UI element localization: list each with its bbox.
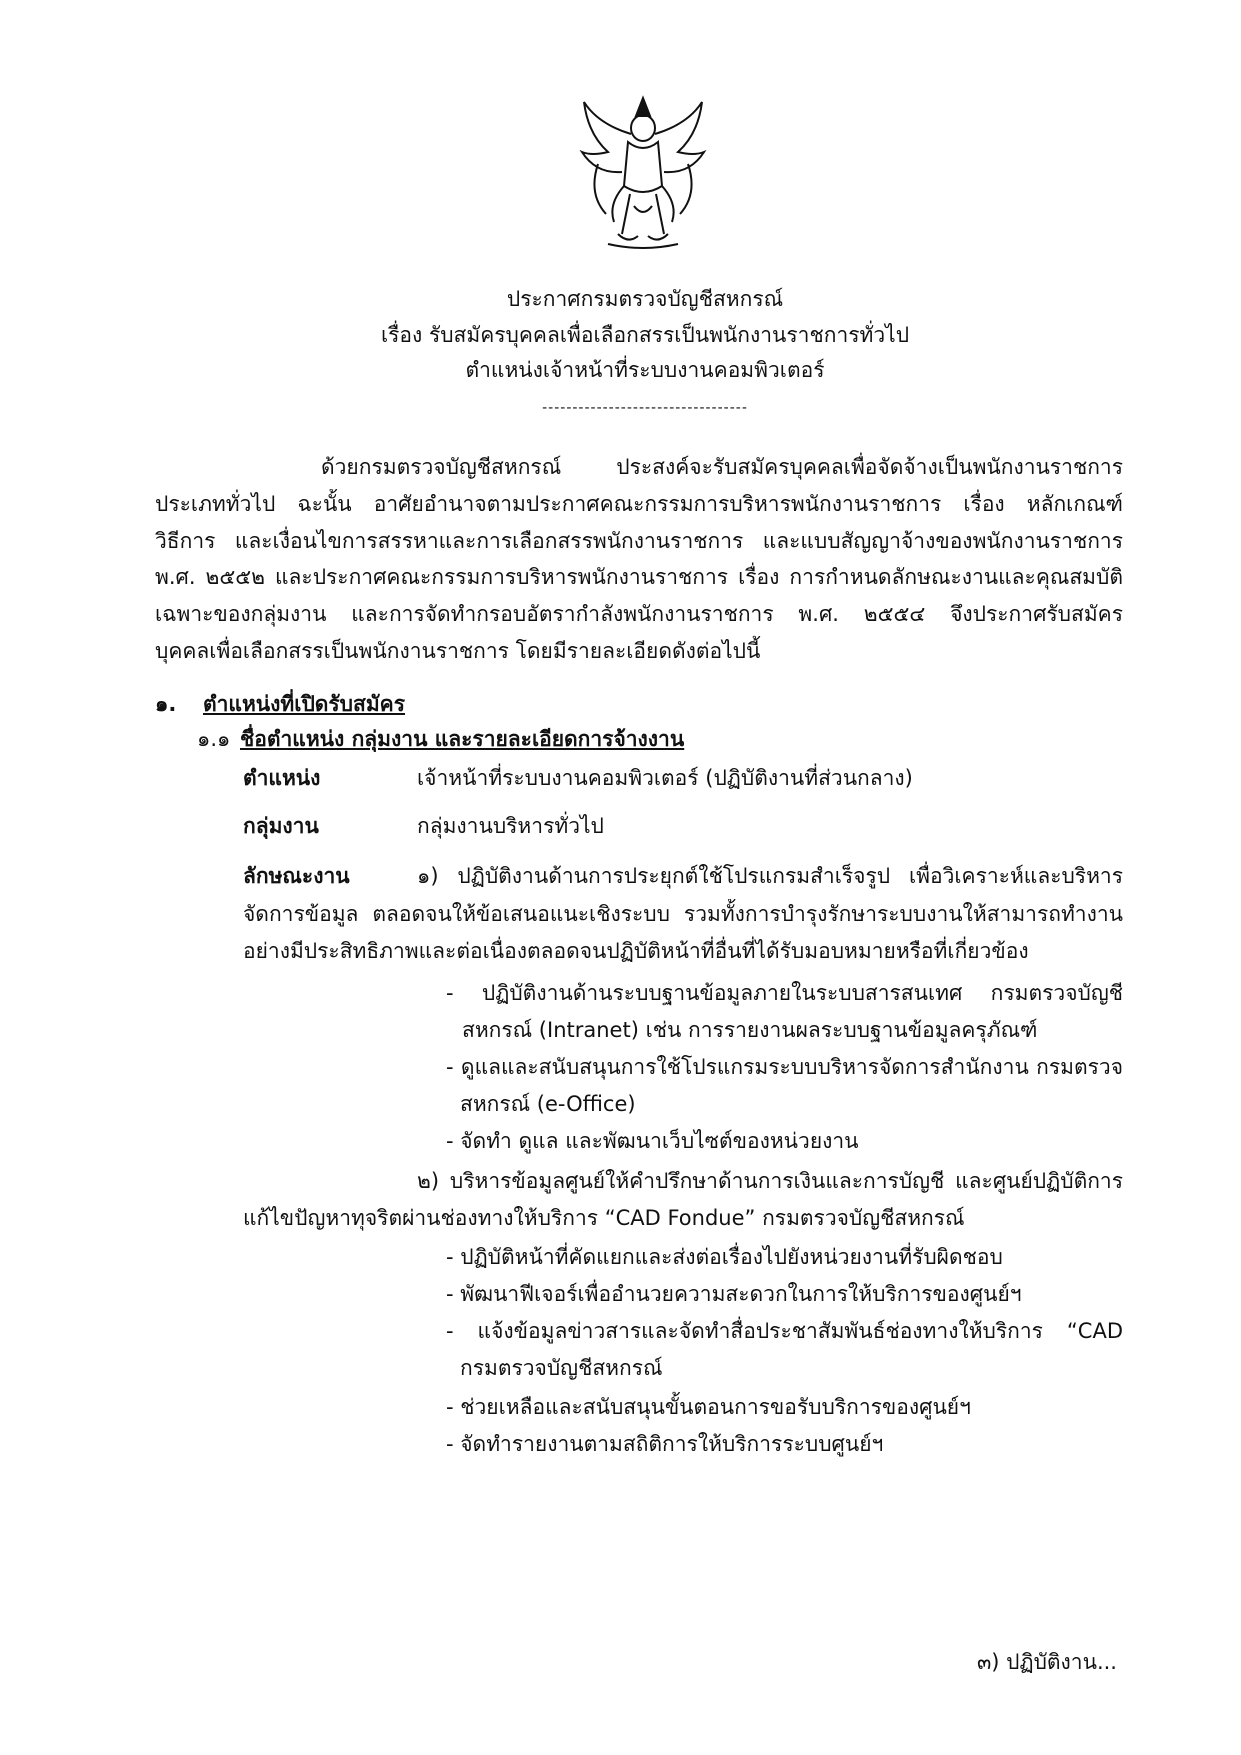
duty-bullet: - แจ้งข้อมูลข่าวสารและจัดทำสื่อประชาสัมพันธ์ช่องทางให้บริการ “CAD xyxy=(446,1319,1123,1343)
duty-line: แก้ไขปัญหาทุจริตผ่านช่องทางให้บริการ “CAD Fondue” กรมตรวจบัญชีสหกรณ์ xyxy=(243,1206,965,1230)
duty-line: จัดการข้อมูล ตลอดจนให้ข้อเสนอแนะเชิงระบบ รวมทั้งการบำรุงรักษาระบบงานให้สามารถทำงาน xyxy=(243,902,1123,926)
duty-bullet: - พัฒนาฟีเจอร์เพื่ออำนวยความสะดวกในการให้บริการของศูนย์ฯ xyxy=(446,1282,1022,1306)
duty-line: ๑) ปฏิบัติงานด้านการประยุกต์ใช้โปรแกรมสำเร็จรูป เพื่อวิเคราะห์และบริหาร xyxy=(417,864,1123,888)
duty-bullet: สหกรณ์ (e-Office) xyxy=(460,1092,636,1116)
section-number: ๑. xyxy=(155,692,177,716)
position-label: ตำแหน่ง xyxy=(243,766,321,790)
intro-line: เฉพาะของกลุ่มงาน และการจัดทำกรอบอัตรากำลังพนักงานราชการ พ.ศ. ๒๕๕๔ จึงประกาศรับสมัคร xyxy=(155,602,1123,626)
intro-line: พ.ศ. ๒๕๕๒ และประกาศคณะกรรมการบริหารพนักงานราชการ เรื่อง การกำหนดลักษณะงานและคุณสมบัติ xyxy=(155,565,1123,589)
announcement-agency: ประกาศกรมตรวจบัญชีสหกรณ์ xyxy=(506,287,784,311)
duty-bullet: กรมตรวจบัญชีสหกรณ์ xyxy=(460,1356,663,1380)
announcement-position: ตำแหน่งเจ้าหน้าที่ระบบงานคอมพิวเตอร์ xyxy=(465,358,825,382)
duty-bullet: - ดูแลและสนับสนุนการใช้โปรแกรมระบบบริหารจัดการสำนักงาน กรมตรวจ xyxy=(446,1055,1123,1079)
announcement-subject: เรื่อง รับสมัครบุคคลเพื่อเลือกสรรเป็นพนักงานราชการทั่วไป xyxy=(380,323,910,347)
group-label: กลุ่มงาน xyxy=(243,814,319,838)
group-value: กลุ่มงานบริหารทั่วไป xyxy=(417,814,604,838)
duty-line: อย่างมีประสิทธิภาพและต่อเนื่องตลอดจนปฏิบัติหน้าที่อื่นที่ได้รับมอบหมายหรือที่เกี่ยวข้อง xyxy=(243,939,1029,963)
position-value: เจ้าหน้าที่ระบบงานคอมพิวเตอร์ (ปฏิบัติงานที่ส่วนกลาง) xyxy=(417,766,913,790)
subsection-number: ๑.๑ xyxy=(197,727,231,751)
intro-line: วิธีการ และเงื่อนไขการสรรหาและการเลือกสรรพนักงานราชการ และแบบสัญญาจ้างของพนักงานราชการ xyxy=(155,529,1123,553)
intro-line: ด้วยกรมตรวจบัญชีสหกรณ์ ประสงค์จะรับสมัครบุคคลเพื่อจัดจ้างเป็นพนักงานราชการ xyxy=(321,455,1123,479)
duty-line: ๒) บริหารข้อมูลศูนย์ให้คำปรึกษาด้านการเงินและการบัญชี และศูนย์ปฏิบัติการ xyxy=(417,1169,1123,1193)
duty-bullet: - จัดทำรายงานตามสถิติการให้บริการระบบศูนย์ฯ xyxy=(446,1432,884,1456)
intro-line: บุคคลเพื่อเลือกสรรเป็นพนักงานราชการ โดยมีรายละเอียดดังต่อไปนี้ xyxy=(155,639,761,663)
intro-line: ประเภททั่วไป ฉะนั้น อาศัยอำนาจตามประกาศคณะกรรมการบริหารพนักงานราชการ เรื่อง หลักเกณฑ์ xyxy=(155,492,1123,516)
duty-bullet: - จัดทำ ดูแล และพัฒนาเว็บไซต์ของหน่วยงาน xyxy=(446,1129,859,1153)
separator-line: ---------------------------------- xyxy=(542,400,748,416)
duty-bullet: - ปฏิบัติงานด้านระบบฐานข้อมูลภายในระบบสารสนเทศ กรมตรวจบัญชี xyxy=(446,981,1123,1005)
duty-label: ลักษณะงาน xyxy=(243,864,350,888)
duty-bullet: - ช่วยเหลือและสนับสนุนขั้นตอนการขอรับบริการของศูนย์ฯ xyxy=(446,1395,971,1419)
duty-bullet: สหกรณ์ (Intranet) เช่น การรายงานผลระบบฐานข้อมูลครุภัณฑ์ xyxy=(462,1018,1038,1042)
duty-bullet: - ปฏิบัติหน้าที่คัดแยกและส่งต่อเรื่องไปยังหน่วยงานที่รับผิดชอบ xyxy=(446,1245,1003,1269)
garuda-emblem-icon xyxy=(578,94,708,256)
section-title: ตำแหน่งที่เปิดรับสมัคร xyxy=(203,692,406,716)
subsection-title: ชื่อตำแหน่ง กลุ่มงาน และรายละเอียดการจ้างงาน xyxy=(240,727,685,751)
continued-footer: ๓) ปฏิบัติงาน... xyxy=(976,1650,1117,1674)
